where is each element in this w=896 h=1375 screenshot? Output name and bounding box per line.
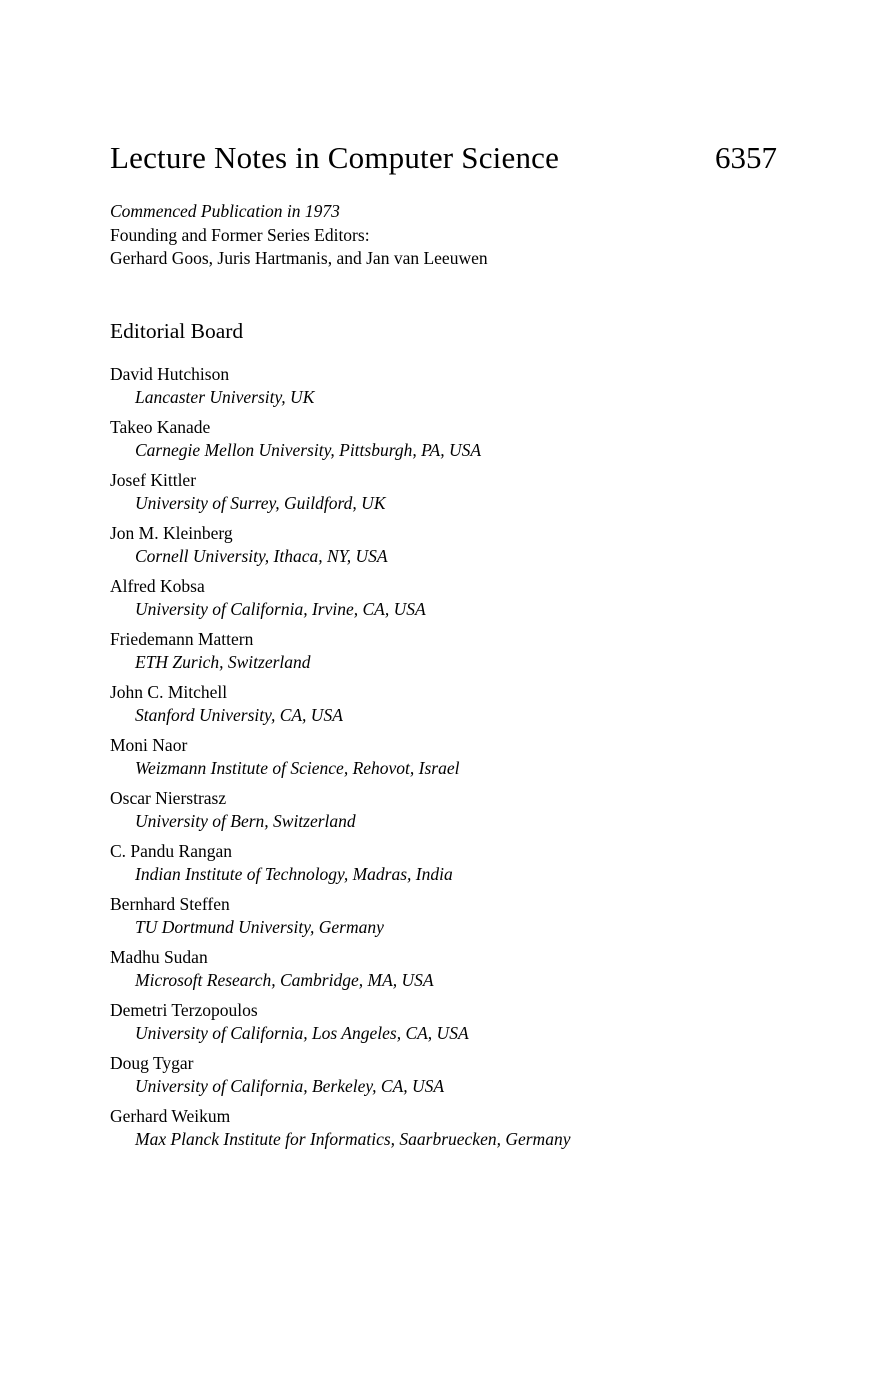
member-affiliation: Indian Institute of Technology, Madras, India (135, 863, 453, 884)
editorial-board-list (110, 363, 780, 1151)
editorial-board-member (110, 1105, 780, 1151)
volume-number: 6357 (715, 140, 777, 175)
editorial-board-member (110, 575, 780, 621)
member-name: Takeo Kanade (110, 416, 211, 437)
member-name: Moni Naor (110, 734, 188, 755)
editorial-board-member (110, 416, 780, 462)
member-name: Bernhard Steffen (110, 893, 230, 914)
member-affiliation: University of California, Los Angeles, CA, USA (135, 1022, 469, 1043)
editorial-board-member (110, 999, 780, 1045)
member-affiliation: University of Bern, Switzerland (135, 810, 356, 831)
editorial-board-member (110, 787, 780, 833)
member-affiliation: Microsoft Research, Cambridge, MA, USA (135, 969, 434, 990)
series-title: Lecture Notes in Computer Science (110, 140, 560, 175)
founding-editors-label: Founding and Former Series Editors: (110, 224, 370, 245)
commenced-publication-line: Commenced Publication in 1973 (110, 201, 340, 221)
member-affiliation: TU Dortmund University, Germany (135, 916, 384, 937)
member-name: John C. Mitchell (110, 681, 228, 702)
member-name: Demetri Terzopoulos (110, 999, 258, 1020)
member-name: David Hutchison (110, 363, 230, 384)
editorial-board-member (110, 946, 780, 992)
member-name: Doug Tygar (110, 1052, 194, 1073)
editorial-board-heading: Editorial Board (110, 318, 244, 343)
editorial-board-member (110, 522, 780, 568)
editorial-board-member (110, 840, 780, 886)
member-affiliation: Max Planck Institute for Informatics, Saarbruecken, Germany (135, 1128, 571, 1149)
member-name: C. Pandu Rangan (110, 840, 233, 861)
editorial-board-member (110, 363, 780, 409)
member-affiliation: ETH Zurich, Switzerland (135, 651, 311, 672)
book-series-page (110, 140, 780, 1158)
member-name: Madhu Sudan (110, 946, 208, 967)
editorial-board-member (110, 469, 780, 515)
editorial-board-member (110, 681, 780, 727)
founding-editors-names: Gerhard Goos, Juris Hartmanis, and Jan van Leeuwen (110, 248, 488, 268)
series-title-row (110, 140, 777, 176)
member-affiliation: Weizmann Institute of Science, Rehovot, Israel (135, 757, 460, 778)
member-affiliation: University of California, Berkeley, CA, USA (135, 1075, 445, 1096)
member-affiliation: Carnegie Mellon University, Pittsburgh, PA, USA (135, 439, 482, 460)
member-affiliation: Cornell University, Ithaca, NY, USA (135, 545, 388, 566)
member-name: Friedemann Mattern (110, 628, 254, 649)
member-affiliation: Stanford University, CA, USA (135, 704, 343, 725)
editorial-board-member (110, 893, 780, 939)
series-header-lines (110, 200, 780, 271)
editorial-board-member (110, 1052, 780, 1098)
editorial-board-member (110, 734, 780, 780)
member-name: Jon M. Kleinberg (110, 522, 233, 543)
member-name: Josef Kittler (110, 469, 197, 490)
member-affiliation: University of Surrey, Guildford, UK (135, 492, 386, 513)
member-name: Alfred Kobsa (110, 575, 205, 596)
member-name: Oscar Nierstrasz (110, 787, 227, 808)
member-affiliation: Lancaster University, UK (135, 386, 315, 407)
editorial-board-member (110, 628, 780, 674)
member-name: Gerhard Weikum (110, 1105, 231, 1126)
member-affiliation: University of California, Irvine, CA, USA (135, 598, 426, 619)
